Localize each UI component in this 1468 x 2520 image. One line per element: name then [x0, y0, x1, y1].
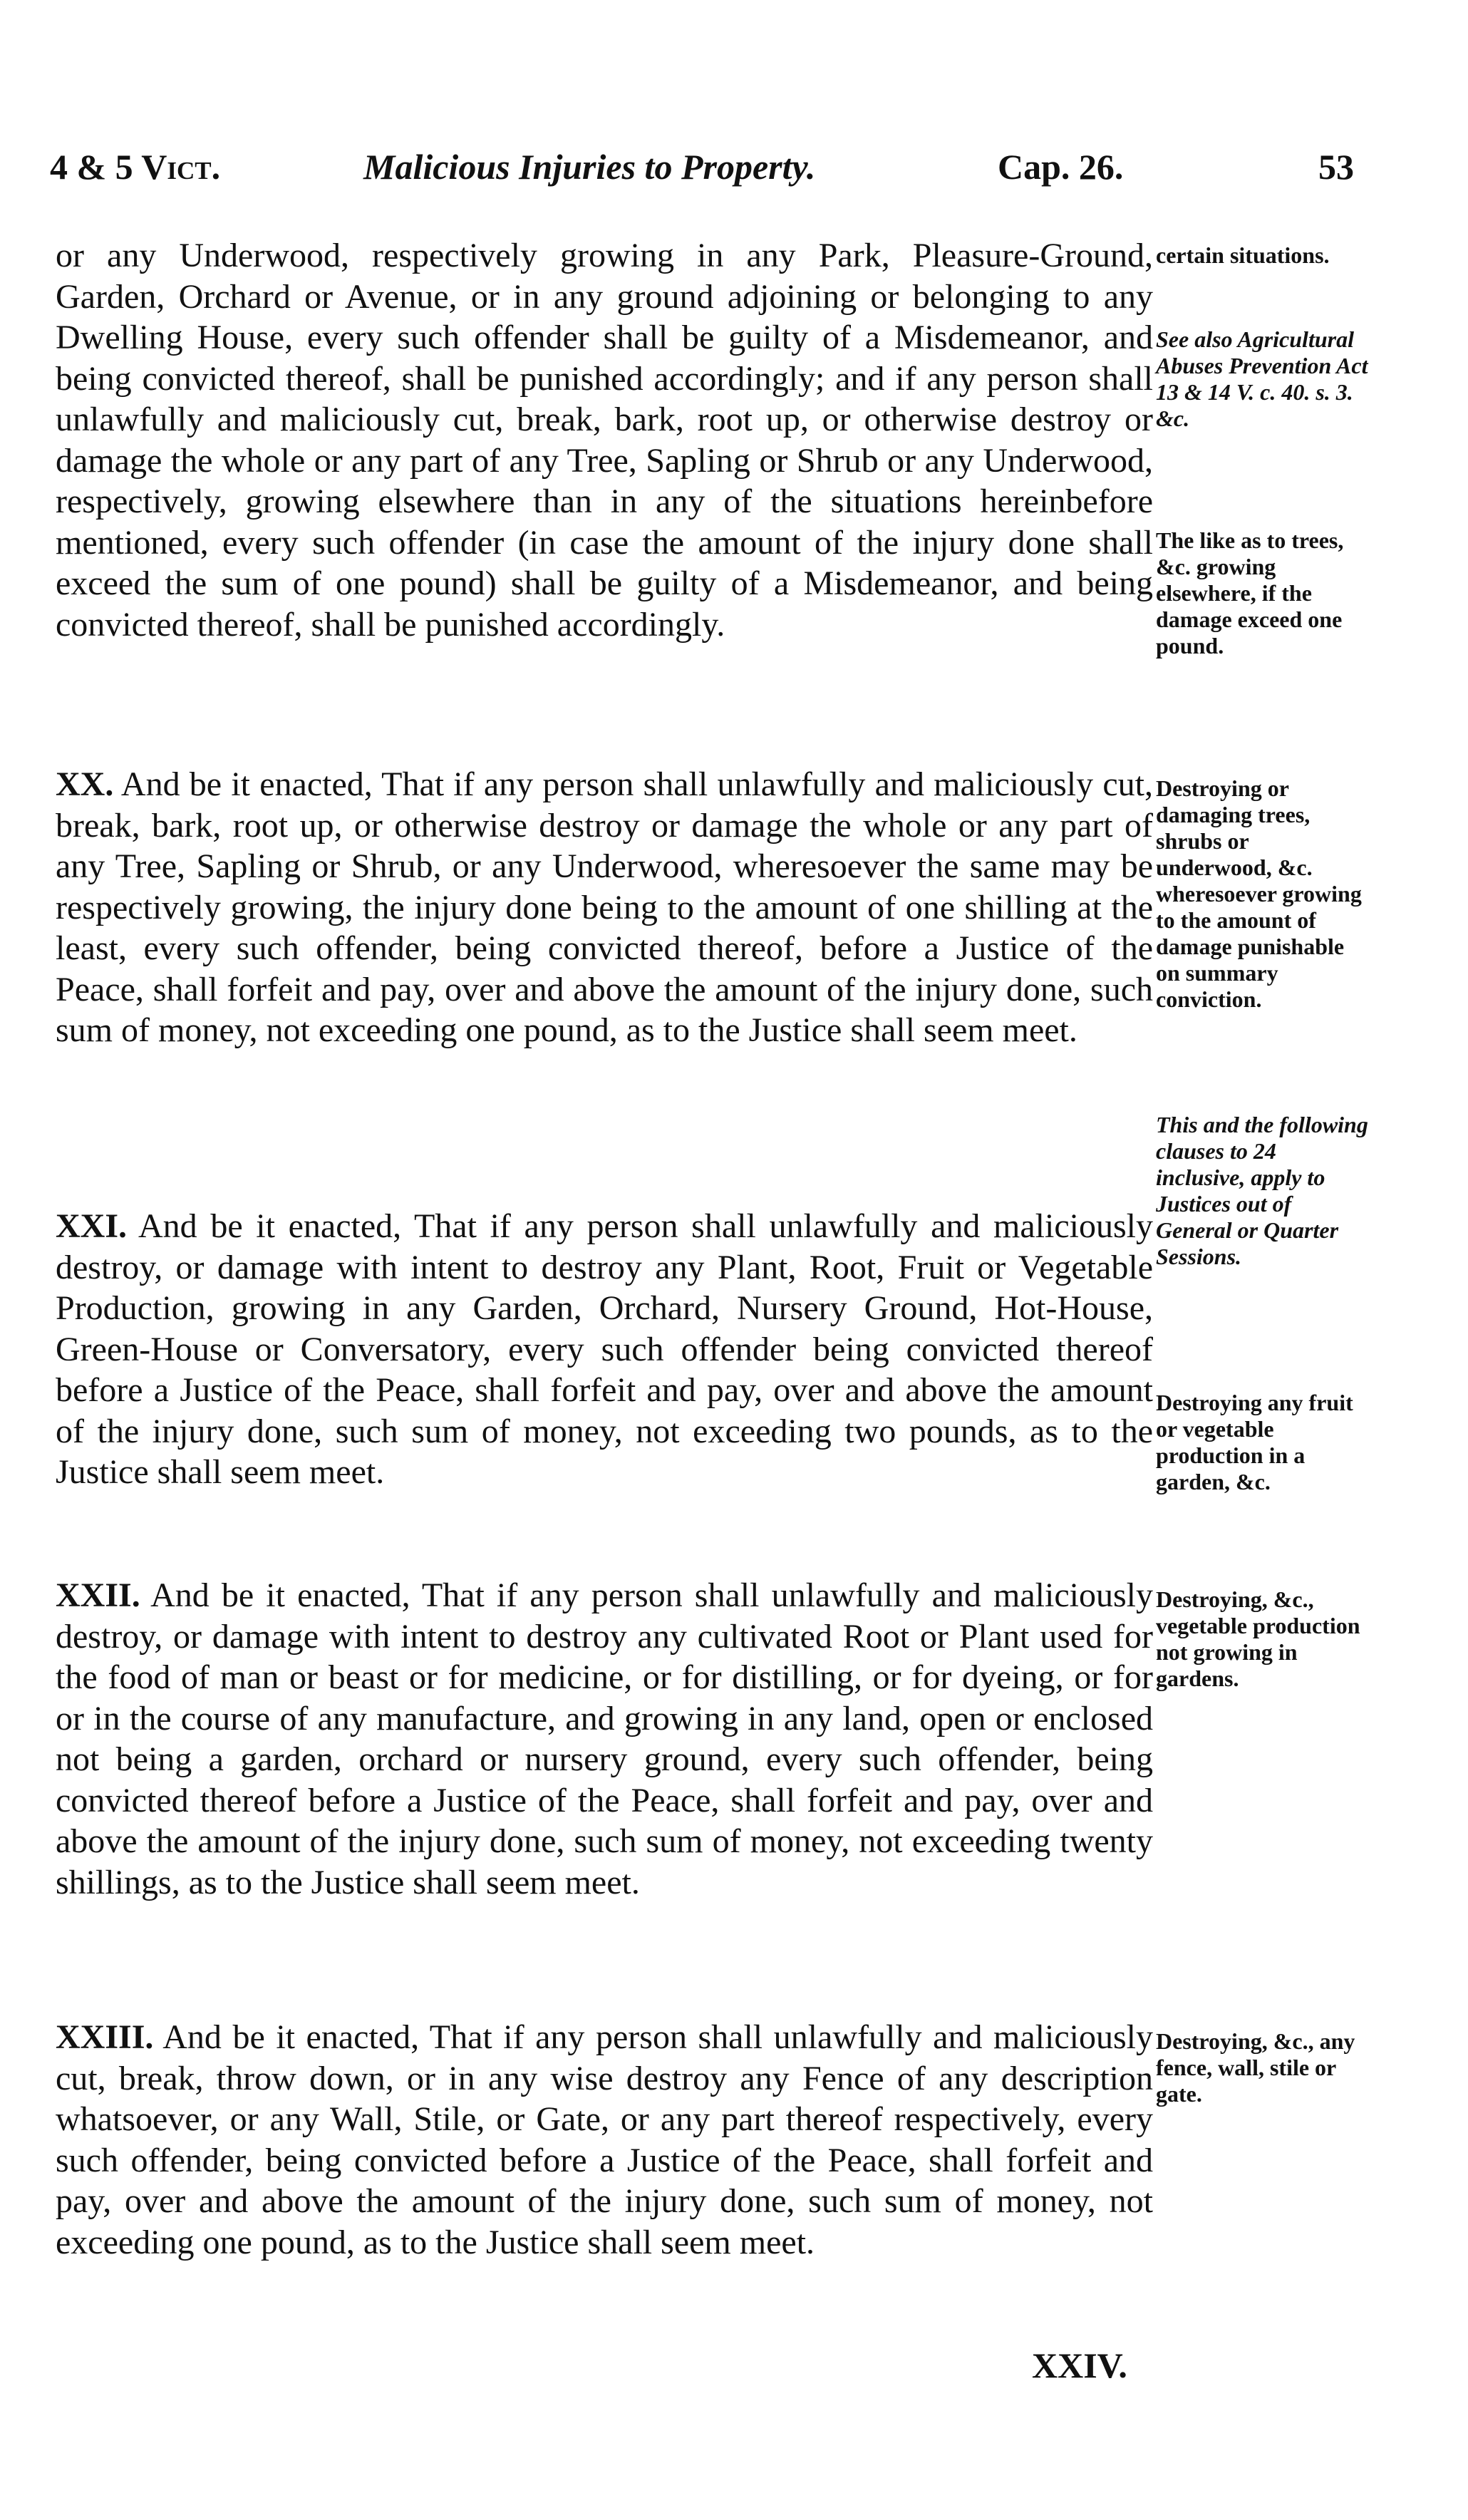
page-number: 53 — [1318, 147, 1354, 187]
margin-note: See also Agricultural Abuses Prevention Act 13 & 14 V. c. 40. s. 3. &c. — [1156, 326, 1368, 431]
section-xxiii — [56, 2017, 1153, 2263]
margin-note: This and the following clauses to 24 inclusive, apply to Justices out of General or Quarter Sessions. — [1156, 1112, 1368, 1269]
section-xx — [56, 764, 1153, 1051]
section-number: XXII. — [56, 1576, 140, 1614]
margin-note: Destroying or damaging trees, shrubs or underwood, &c. wheresoever growing to the amount of damage punishable on summary conviction. — [1156, 775, 1362, 1012]
section-xxiii-text — [56, 2017, 1153, 2263]
header-title: Malicious Injuries to Property. — [363, 147, 816, 187]
margin-note: Destroying, &c., vegetable production not growing in gardens. — [1156, 1586, 1360, 1691]
header-regnal-year: 4 & 5 Vict. — [50, 147, 221, 187]
section-xxi-text — [56, 1206, 1153, 1493]
margin-note: The like as to trees, &c. growing elsewhere, if the damage exceed one pound. — [1156, 527, 1344, 659]
section-number: XXIII. — [56, 2018, 154, 2056]
section-body: And be it enacted, That if any person shall unlawfully and maliciously cut, break, bark, root up, or otherwise destroy or damage the whole or any part of any Tree, Sapling or Shrub, or any Underwood, wheresoever the same may be respectively growing, the injury done being to the amount of one shilling at the least, every such offender, being convicted thereof, before a Justice of the Peace, shall forfeit and pay, over and above the amount of the injury done, such sum of money, not exceeding one pound, as to the Justice shall seem meet. — [56, 765, 1153, 1049]
section-xx-text — [56, 764, 1153, 1051]
section-xxii — [56, 1575, 1153, 1903]
catchword: XXIV. — [1032, 2345, 1127, 2385]
section-number: XX. — [56, 765, 114, 803]
paragraph-text: or any Underwood, respectively growing in any Park, Pleasure-Ground, Garden, Orchard or Avenue, or in any ground adjoining or belonging to any Dwelling House, every such offender shall be guilty of a Misdemeanor, and being convicted thereof, shall be punished accordingly; and if any person shall unlawfully and maliciously cut, break, bark, root up, or otherwise destroy or damage the whole or any part of any Tree, Sapling or Shrub or any Underwood, respectively, growing elsewhere than in any of the situations hereinbefore mentioned, every such offender (in case the amount of the injury done shall exceed the sum of one pound) shall be guilty of a Misdemeanor, and being convicted thereof, shall be punished accordingly. — [56, 237, 1153, 644]
running-header — [50, 146, 1354, 196]
paragraph-continuation — [56, 235, 1153, 645]
section-xxi — [56, 1206, 1153, 1493]
margin-note: Destroying, &c., any fence, wall, stile or gate. — [1156, 2028, 1355, 2107]
margin-note: certain situations. — [1156, 242, 1330, 268]
section-body: And be it enacted, That if any person shall unlawfully and maliciously destroy, or damage with intent to destroy any Plant, Root, Fruit or Vegetable Production, growing in any Garden, Orchard, Nursery Ground, Hot-House, Green-House or Conversatory, every such offender being convicted thereof before a Justice of the Peace, shall forfeit and pay, over and above the amount of the injury done, such sum of money, not exceeding two pounds, as to the Justice shall seem meet. — [56, 1207, 1153, 1491]
section-body: And be it enacted, That if any person shall unlawfully and maliciously destroy, or damage with intent to destroy any cultivated Root or Plant used for the food of man or beast or for medicine, or for distilling, or for dyeing, or for or in the course of any manufacture, and growing in any land, open or enclosed not being a garden, orchard or nursery ground, every such offender, being convicted thereof before a Justice of the Peace, shall forfeit and pay, over and above the amount of the injury done, such sum of money, not exceeding twenty shillings, as to the Justice shall seem meet. — [56, 1576, 1153, 1901]
margin-note: Destroying any fruit or vegetable production in a garden, &c. — [1156, 1390, 1353, 1494]
section-xxii-text — [56, 1575, 1153, 1903]
header-chapter: Cap. 26. — [998, 147, 1124, 187]
section-body: And be it enacted, That if any person shall unlawfully and maliciously cut, break, throw down, or in any wise destroy any Fence of any description whatsoever, or any Wall, Stile, or Gate, or any part thereof respectively, every such offender, being convicted before a Justice of the Peace, shall forfeit and pay, over and above the amount of the injury done, such sum of money, not exceeding one pound, as to the Justice shall seem meet. — [56, 2018, 1153, 2261]
section-number: XXI. — [56, 1207, 128, 1245]
